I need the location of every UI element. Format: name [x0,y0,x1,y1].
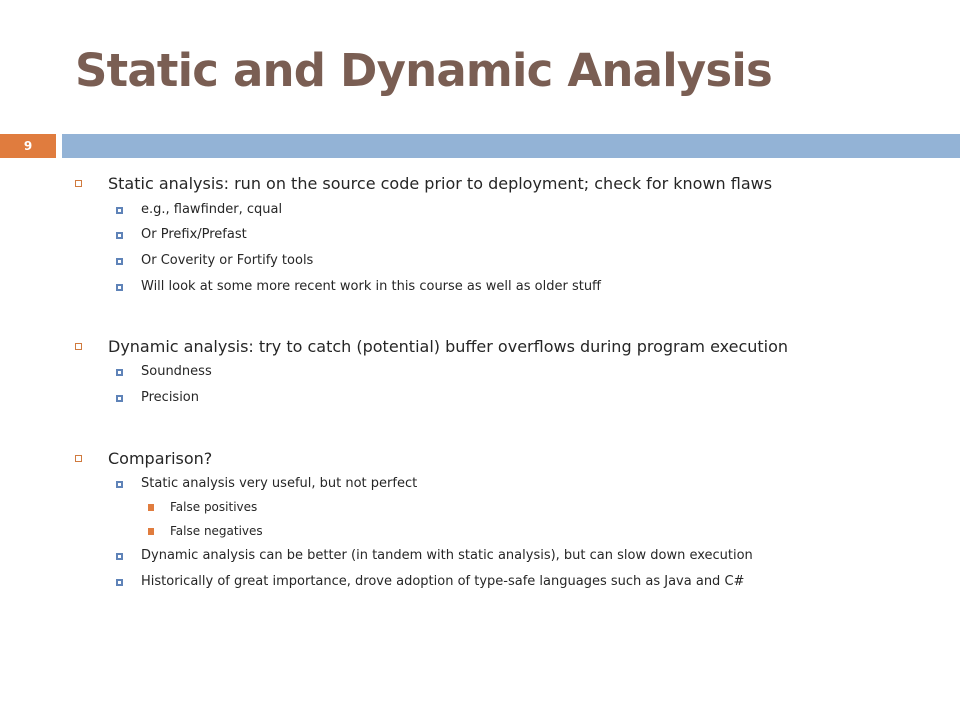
square-bullet-icon [116,258,123,265]
filled-bullet-icon [148,528,154,535]
hollow-square-bullet-icon [75,343,82,350]
sub-bullet [0,390,960,410]
sub-bullet [0,202,960,222]
bullet-static-text: Static analysis: run on the source code prior to deployment; check for known flaws [108,174,773,193]
hollow-square-bullet-icon [75,180,82,187]
sub-bullet-text: Soundness [141,364,212,379]
slide-title: Static and Dynamic Analysis [75,44,772,97]
sub-sub-bullet [0,524,960,544]
filled-bullet-icon [148,504,154,511]
sub-bullet-text: Static analysis very useful, but not perfect [141,476,418,491]
square-bullet-icon [116,284,123,291]
sub-bullet-text: e.g., flawfinder, cqual [141,202,283,217]
bullet-dynamic-text: Dynamic analysis: try to catch (potential) buffer overflows during program execution [108,337,789,356]
sub-sub-bullet [0,500,960,520]
sub-sub-bullet-text: False positives [170,500,258,514]
sub-bullet-text: Or Coverity or Fortify tools [141,253,314,268]
sub-bullet-text: Precision [141,390,200,405]
sub-bullet-text: Will look at some more recent work in this course as well as older stuff [141,279,602,294]
square-bullet-icon [116,232,123,239]
sub-bullet [0,227,960,247]
hollow-square-bullet-icon [75,455,82,462]
slide-number: 9 [0,134,56,158]
sub-bullet-text: Dynamic analysis can be better (in tandem with static analysis), but can slow down execution [141,548,753,563]
square-bullet-icon [116,369,123,376]
square-bullet-icon [116,553,123,560]
sub-bullet [0,279,960,299]
sub-bullet-text: Historically of great importance, drove adoption of type-safe languages such as Java and C# [141,574,745,589]
sub-bullet-text: Or Prefix/Prefast [141,227,247,242]
square-bullet-icon [116,395,123,402]
square-bullet-icon [116,207,123,214]
sub-bullet [0,364,960,384]
sub-sub-bullet-text: False negatives [170,524,263,538]
bullet-dynamic [0,337,960,357]
bullet-static [0,174,960,194]
sub-bullet [0,548,960,568]
bullet-comparison-text: Comparison? [108,449,213,468]
square-bullet-icon [116,481,123,488]
sub-bullet [0,476,960,496]
bullet-comparison [0,449,960,469]
square-bullet-icon [116,579,123,586]
sub-bullet [0,574,960,594]
sub-bullet [0,253,960,273]
